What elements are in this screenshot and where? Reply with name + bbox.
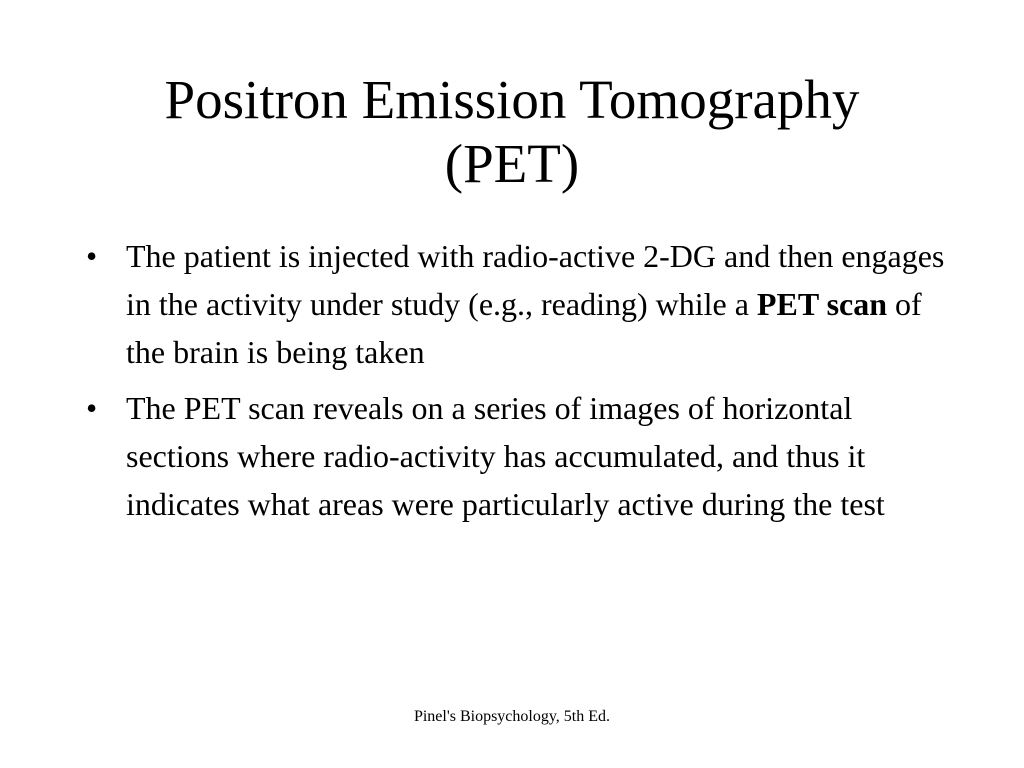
bullet-1-bold-term: PET scan (756, 286, 888, 322)
bullet-1-text-end: of the brain is being taken (126, 286, 922, 370)
slide-footer: Pinel's Biopsychology, 5th Ed. (413, 708, 611, 725)
bullet-item-1 (86, 232, 946, 376)
bullet-marker-icon: • (86, 238, 98, 274)
bullet-1-text-start: The patient is injected with radio-active 2-DG and then engages in the activity under study (e.g., reading) while a (126, 238, 945, 322)
slide-title-line-2: (PET) (444, 133, 580, 194)
bullet-item-2 (86, 384, 946, 528)
slide-title-line-1: Positron Emission Tomography (164, 69, 860, 130)
bullet-2-text: The PET scan reveals on a series of images of horizontal sections where radio-activity has accumulated, and thus it indicates what areas were particularly active during the test (126, 390, 885, 522)
slide-title (0, 68, 1024, 196)
bullet-marker-icon: • (86, 390, 98, 426)
bullet-list (86, 232, 946, 536)
